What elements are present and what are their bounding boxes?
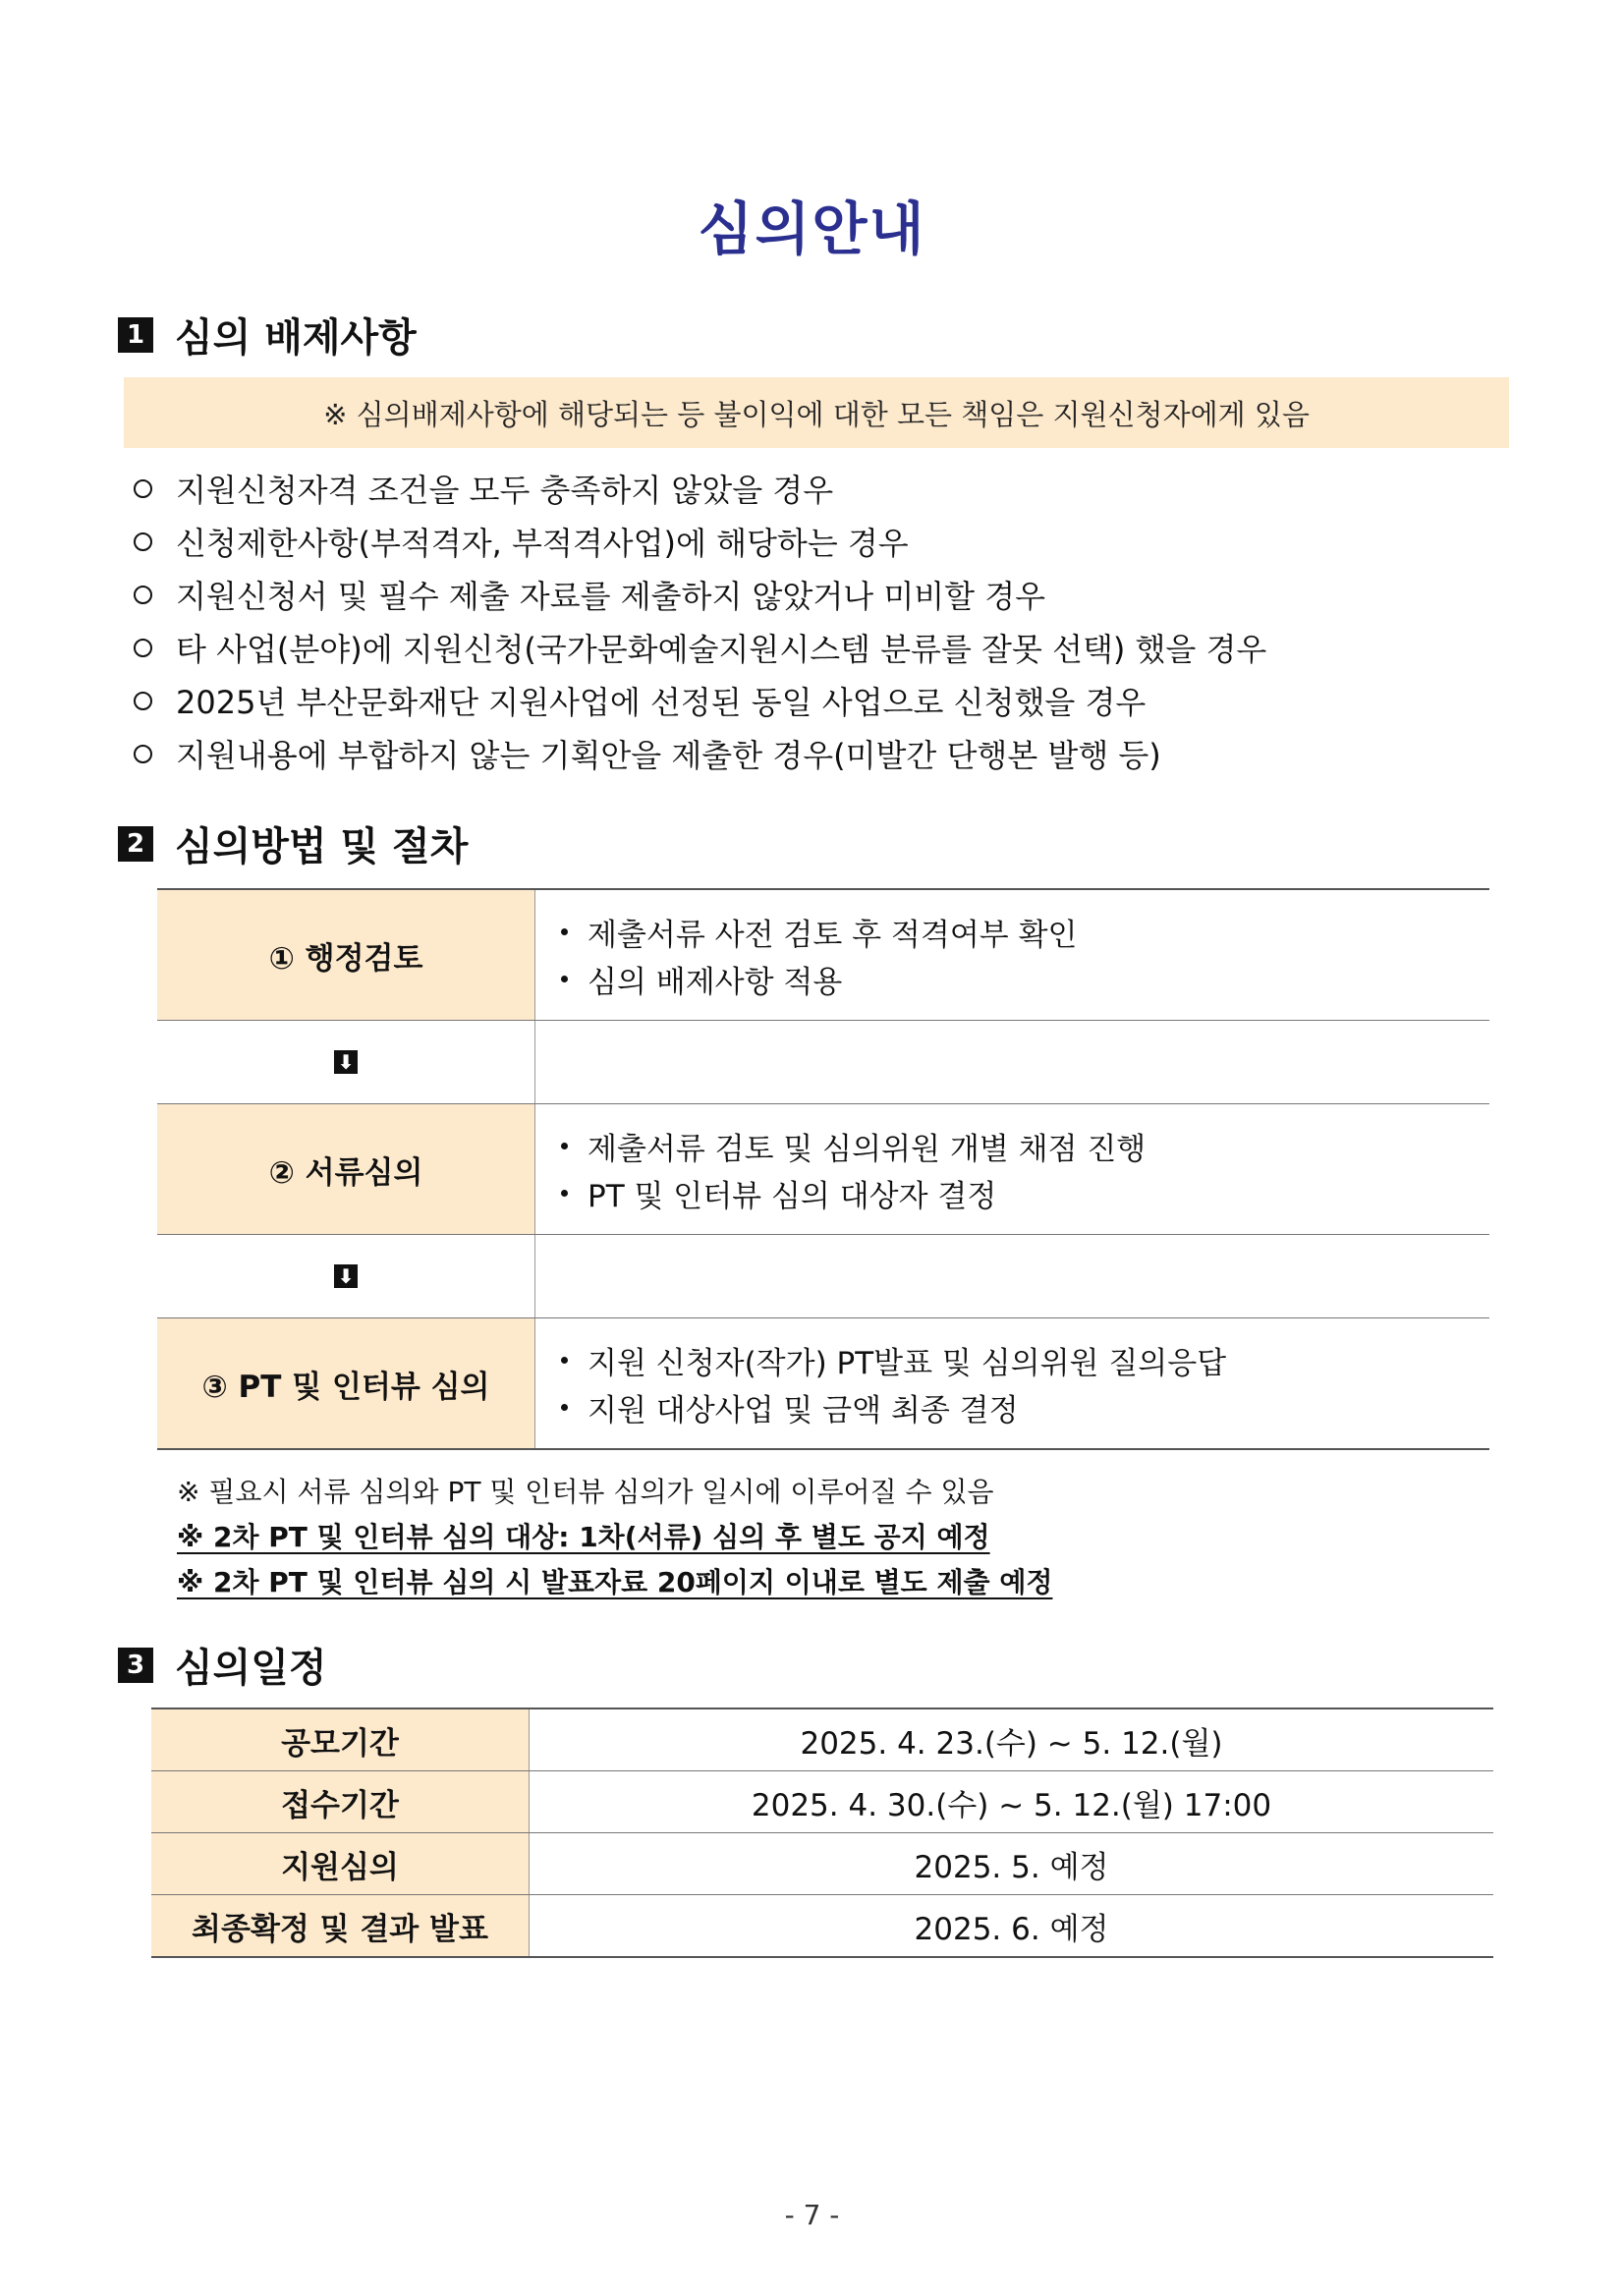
process-note-emphasis: ※ 2차 PT 및 인터뷰 심의 대상: 1차(서류) 심의 후 별도 공지 예정: [177, 1521, 990, 1553]
process-step-row: [157, 889, 1489, 1021]
circle-bullet-icon: [134, 479, 152, 498]
list-item-text: 지원내용에 부합하지 않는 기획안을 제출한 경우(미발간 단행본 발행 등): [176, 737, 1161, 774]
bullet-item: [549, 1383, 1489, 1430]
exclusion-note-box: [124, 377, 1509, 448]
dot-bullet-icon: [561, 1143, 568, 1149]
list-item: [134, 674, 1266, 727]
section-title: 심의일정: [175, 1646, 327, 1691]
list-item: [134, 515, 1266, 568]
dot-bullet-icon: [561, 928, 568, 935]
step-label: ① 행정검토: [157, 889, 535, 1021]
step-label: ③ PT 및 인터뷰 심의: [157, 1318, 535, 1450]
bullet-text: 지원 대상사업 및 금액 최종 결정: [588, 1392, 1019, 1428]
table-row: [151, 1771, 1493, 1833]
circle-bullet-icon: [134, 692, 152, 710]
section-header-exclusion: [118, 307, 417, 363]
circle-bullet-icon: [134, 586, 152, 604]
dot-bullet-icon: [561, 1404, 568, 1411]
list-item: [134, 568, 1266, 621]
exclusion-list: [134, 462, 1266, 780]
schedule-key: 공모기간: [151, 1708, 530, 1771]
page-title: 심의안내: [698, 196, 926, 262]
process-notes: [177, 1468, 1052, 1603]
schedule-key: 최종확정 및 결과 발표: [151, 1895, 530, 1958]
list-item-text: 타 사업(분야)에 지원신청(국가문화예술지원시스템 분류를 잘못 선택) 했을 경우: [176, 631, 1267, 668]
schedule-value: 2025. 4. 30.(수) ~ 5. 12.(월) 17:00: [530, 1771, 1494, 1833]
list-item: [134, 727, 1266, 780]
exclusion-note: ※ 심의배제사항에 해당되는 등 불이익에 대한 모든 책임은 지원신청자에게 있음: [323, 397, 1310, 431]
step-label: ② 서류심의: [157, 1104, 535, 1235]
step-description: [535, 1104, 1490, 1235]
step-description: [535, 1318, 1490, 1450]
table-row: [151, 1895, 1493, 1958]
bullet-text: 심의 배제사항 적용: [588, 964, 843, 1000]
schedule-key: 지원심의: [151, 1833, 530, 1895]
list-item: [134, 621, 1266, 674]
section-title: 심의방법 및 절차: [175, 824, 469, 869]
section-header-process: [118, 815, 468, 871]
bullet-text: 지원 신청자(작가) PT발표 및 심의위원 질의응답: [588, 1345, 1227, 1381]
bullet-item: [549, 1169, 1489, 1216]
bullet-item: [549, 908, 1489, 955]
table-row: [151, 1708, 1493, 1771]
list-item-text: 지원신청자격 조건을 모두 충족하지 않았을 경우: [176, 472, 834, 509]
schedule-key: 접수기간: [151, 1771, 530, 1833]
dot-bullet-icon: [561, 1190, 568, 1197]
dot-bullet-icon: [561, 1357, 568, 1364]
table-row: [151, 1833, 1493, 1895]
process-note: ※ 필요시 서류 심의와 PT 및 인터뷰 심의가 일시에 이루어질 수 있음: [177, 1476, 994, 1508]
step-description: [535, 889, 1490, 1021]
process-step-row: [157, 1104, 1489, 1235]
section-header-schedule: [118, 1637, 327, 1693]
schedule-value: 2025. 4. 23.(수) ~ 5. 12.(월): [530, 1708, 1494, 1771]
bullet-item: [549, 955, 1489, 1002]
bullet-item: [549, 1122, 1489, 1169]
process-table: [157, 888, 1489, 1450]
bullet-text: 제출서류 사전 검토 후 적격여부 확인: [588, 917, 1078, 953]
list-item: [134, 462, 1266, 515]
section-number-badge: 3: [118, 1648, 153, 1683]
process-arrow-row: [157, 1021, 1489, 1104]
list-item-text: 2025년 부산문화재단 지원사업에 선정된 동일 사업으로 신청했을 경우: [176, 684, 1147, 721]
page-number: - 7 -: [784, 2199, 840, 2231]
list-item-text: 신청제한사항(부적격자, 부적격사업)에 해당하는 경우: [176, 525, 909, 562]
bullet-item: [549, 1336, 1489, 1383]
process-note-emphasis: ※ 2차 PT 및 인터뷰 심의 시 발표자료 20페이지 이내로 별도 제출 예정: [177, 1566, 1053, 1598]
schedule-value: 2025. 6. 예정: [530, 1895, 1494, 1958]
circle-bullet-icon: [134, 745, 152, 763]
schedule-value: 2025. 5. 예정: [530, 1833, 1494, 1895]
circle-bullet-icon: [134, 639, 152, 657]
process-arrow-row: [157, 1235, 1489, 1318]
down-arrow-icon: ⬇: [334, 1264, 358, 1288]
dot-bullet-icon: [561, 976, 568, 982]
section-number-badge: 1: [118, 317, 153, 353]
schedule-table: [151, 1708, 1493, 1958]
section-number-badge: 2: [118, 826, 153, 862]
section-title: 심의 배제사항: [175, 315, 417, 361]
list-item-text: 지원신청서 및 필수 제출 자료를 제출하지 않았거나 미비할 경우: [176, 578, 1046, 615]
circle-bullet-icon: [134, 532, 152, 551]
bullet-text: 제출서류 검토 및 심의위원 개별 채점 진행: [588, 1131, 1147, 1167]
down-arrow-icon: ⬇: [334, 1050, 358, 1074]
process-step-row: [157, 1318, 1489, 1450]
bullet-text: PT 및 인터뷰 심의 대상자 결정: [588, 1178, 997, 1214]
